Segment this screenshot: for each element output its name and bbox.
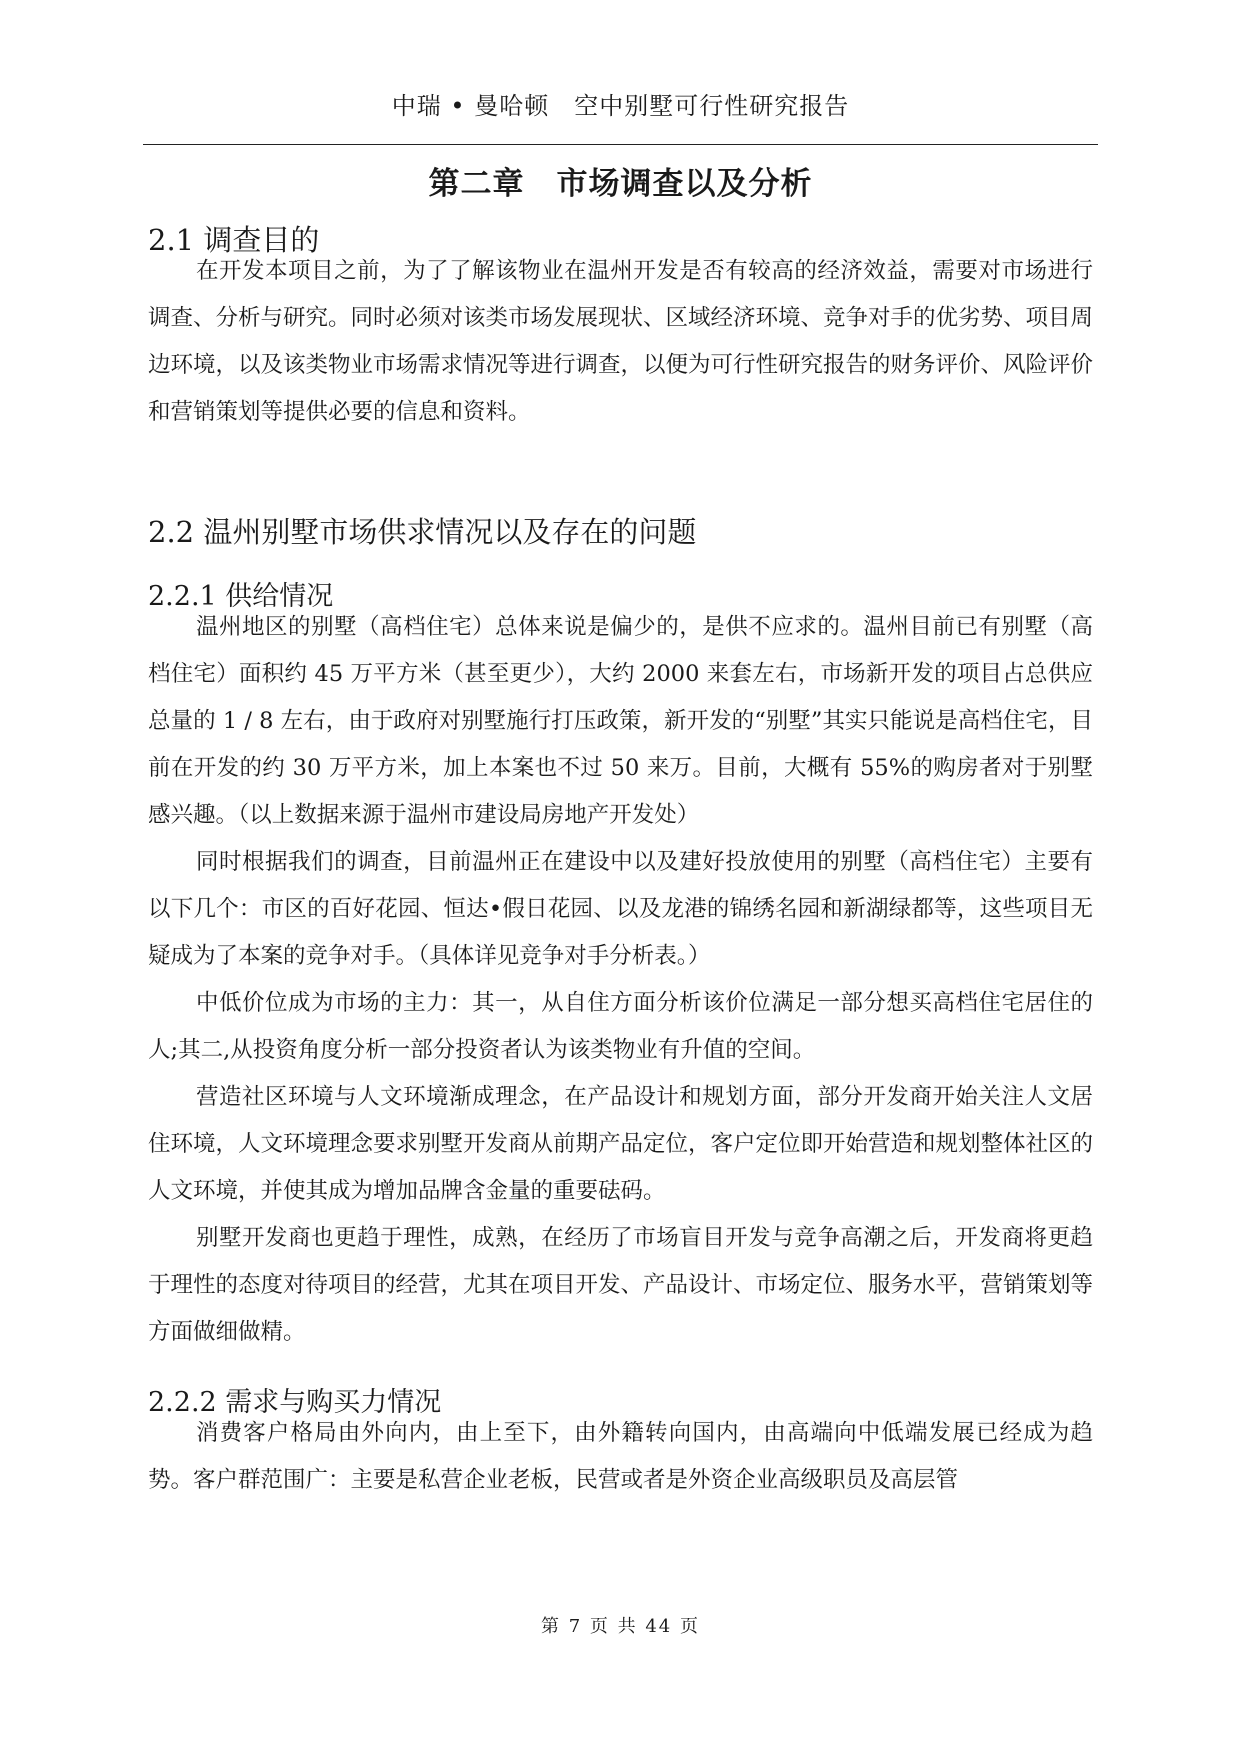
header-divider [143,144,1098,145]
section-heading-2-1: 2.1 调查目的 [148,223,320,257]
paragraph-2-2-2-1: 消费客户格局由外向内，由上至下，由外籍转向国内，由高端向中低端发展已经成为趋势。客户群范围广：主要是私营企业老板，民营或者是外资企业高级职员及高层管 [148,1420,1093,1493]
paragraph-2-2-1-3: 中低价位成为市场的主力：其一，从自住方面分析该价位满足一部分想买高档住宅居住的人;其二,从投资角度分析一部分投资者认为该类物业有升值的空间。 [148,990,1093,1063]
paragraph-2-2-1-4: 营造社区环境与人文环境渐成理念，在产品设计和规划方面，部分开发商开始关注人文居住环境，人文环境理念要求别墅开发商从前期产品定位，客户定位即开始营造和规划整体社区的人文环境，并使其成为增加品牌含金量的重要砝码。 [148,1084,1094,1204]
chapter-title: 第二章 市场调查以及分析 [428,166,813,202]
paragraph-2-2-1-1: 温州地区的别墅（高档住宅）总体来说是偏少的，是供不应求的。温州目前已有别墅（高档住宅）面积约 45 万平方米（甚至更少），大约 2000 来套左右，市场新开发的项目占总供应总量的 1 / 8 左右，由于政府对别墅施行打压政策，新开发的“别墅”其实只能说是高档住宅，目前在开发的约 30 万平方米，加上本案也不过 50 来万。目前，大概有 55%的购房者对于别墅感兴趣。（以上数据来源于温州市建设局房地产开发处） [148,614,1093,828]
subsection-heading-2-2-2: 2.2.2 需求与购买力情况 [148,1387,442,1418]
paragraph-2-2-1-2: 同时根据我们的调查，目前温州正在建设中以及建好投放使用的别墅（高档住宅）主要有以下几个：市区的百好花园、恒达•假日花园、以及龙港的锦绣名园和新湖绿都等，这些项目无疑成为了本案的竞争对手。（具体详见竞争对手分析表。） [148,849,1093,969]
running-header-title: 中瑞 • 曼哈顿 空中别墅可行性研究报告 [391,92,850,120]
page-number-footer: 第 7 页 共 44 页 [541,1616,700,1637]
section-heading-2-2: 2.2 温州别墅市场供求情况以及存在的问题 [148,515,697,549]
paragraph-2-1-1: 在开发本项目之前，为了了解该物业在温州开发是否有较高的经济效益，需要对市场进行调查、分析与研究。同时必须对该类市场发展现状、区域经济环境、竞争对手的优劣势、项目周边环境，以及该类物业市场需求情况等进行调查，以便为可行性研究报告的财务评价、风险评价和营销策划等提供必要的信息和资料。 [148,258,1094,425]
paragraph-2-2-1-5: 别墅开发商也更趋于理性，成熟，在经历了市场盲目开发与竞争高潮之后，开发商将更趋于理性的态度对待项目的经营，尤其在项目开发、产品设计、市场定位、服务水平，营销策划等方面做细做精。 [148,1225,1094,1345]
subsection-heading-2-2-1: 2.2.1 供给情况 [148,581,334,612]
